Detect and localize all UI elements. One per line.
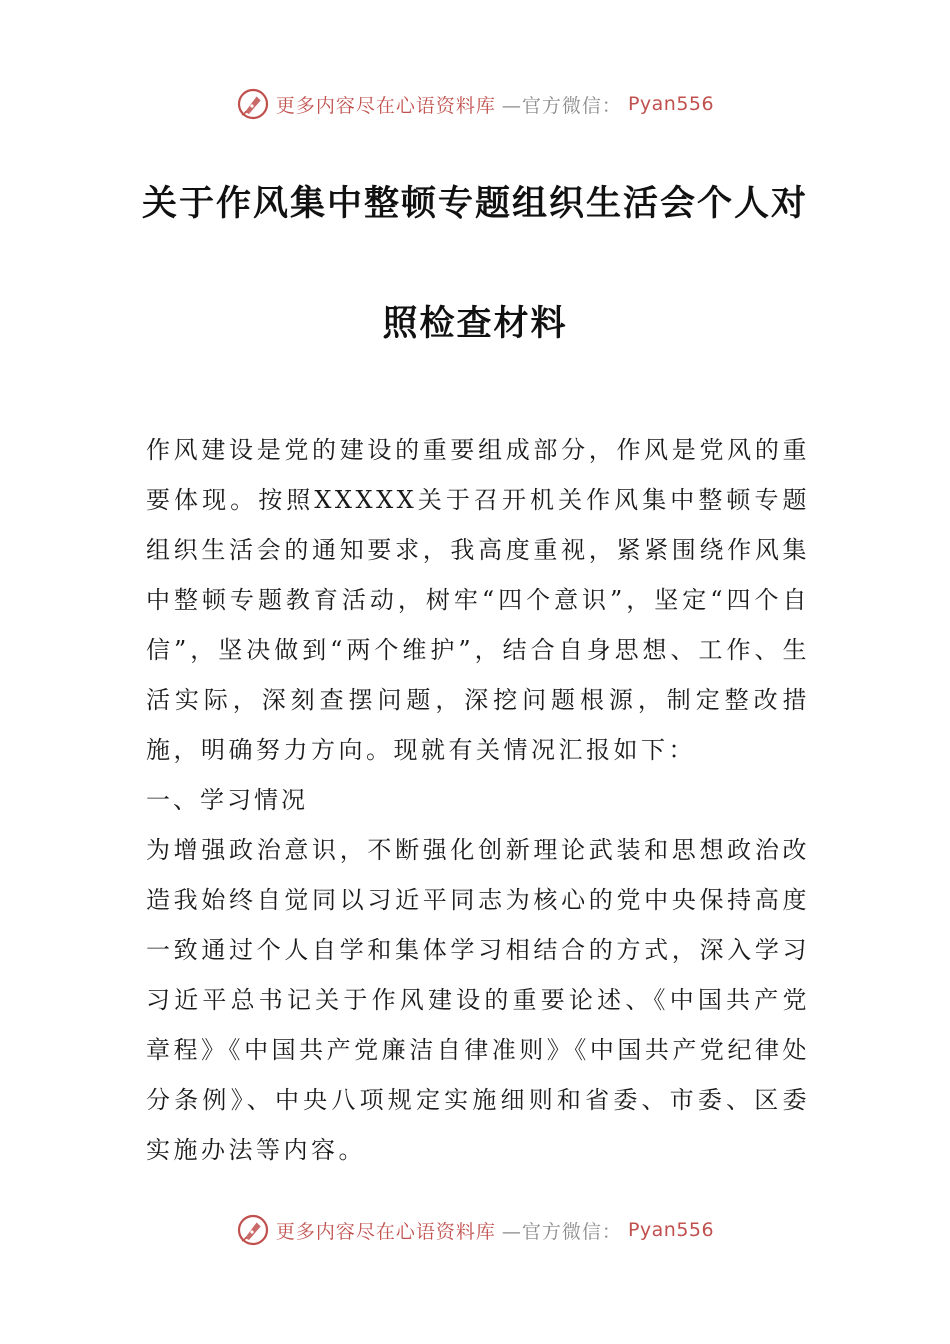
section-heading-study: 一、学习情况	[146, 786, 308, 814]
document-title-line-2: 照检查材料	[382, 304, 568, 344]
intro-paragraph: 作风建设是党的建设的重要组成部分，作风是党风的重要体现。按照XXXXX关于召开机关作风集中整顿专题组织生活会的通知要求，我高度重视，紧紧围绕作风集中整顿专题教育活动，树牢“四个意识”，坚定“四个自信”，坚决做到“两个维护”，结合自身思想、工作、生活实际，深刻查摆问题，深挖问题根源，制定整改措施，明确努力方向。现就有关情况汇报如下：	[146, 436, 810, 764]
banner-wechat-id: Pyan556	[627, 1219, 715, 1241]
header-banner	[0, 84, 950, 124]
banner-site-text: 更多内容尽在心语资料库	[275, 94, 496, 117]
document-title-line-1: 关于作风集中整顿专题组织生活会个人对	[141, 184, 808, 224]
study-paragraph: 为增强政治意识，不断强化创新理论武装和思想政治改造我始终自觉同以习近平同志为核心的党中央保持高度一致通过个人自学和集体学习相结合的方式，深入学习习近平总书记关于作风建设的重要论述、《中国共产党章程》《中国共产党廉洁自律准则》《中国共产党纪律处分条例》、中央八项规定实施细则和省委、市委、区委实施办法等内容。	[146, 836, 810, 1164]
banner-wechat-id: Pyan556	[627, 93, 715, 115]
banner-wechat-label: —官方微信：	[501, 1220, 622, 1243]
banner-site-text: 更多内容尽在心语资料库	[275, 1220, 496, 1243]
document-body	[146, 425, 810, 1175]
pen-nib-circle-icon	[236, 1213, 270, 1247]
pen-nib-circle-icon	[236, 87, 270, 121]
banner-wechat-label: —官方微信：	[501, 94, 622, 117]
footer-banner	[0, 1210, 950, 1250]
